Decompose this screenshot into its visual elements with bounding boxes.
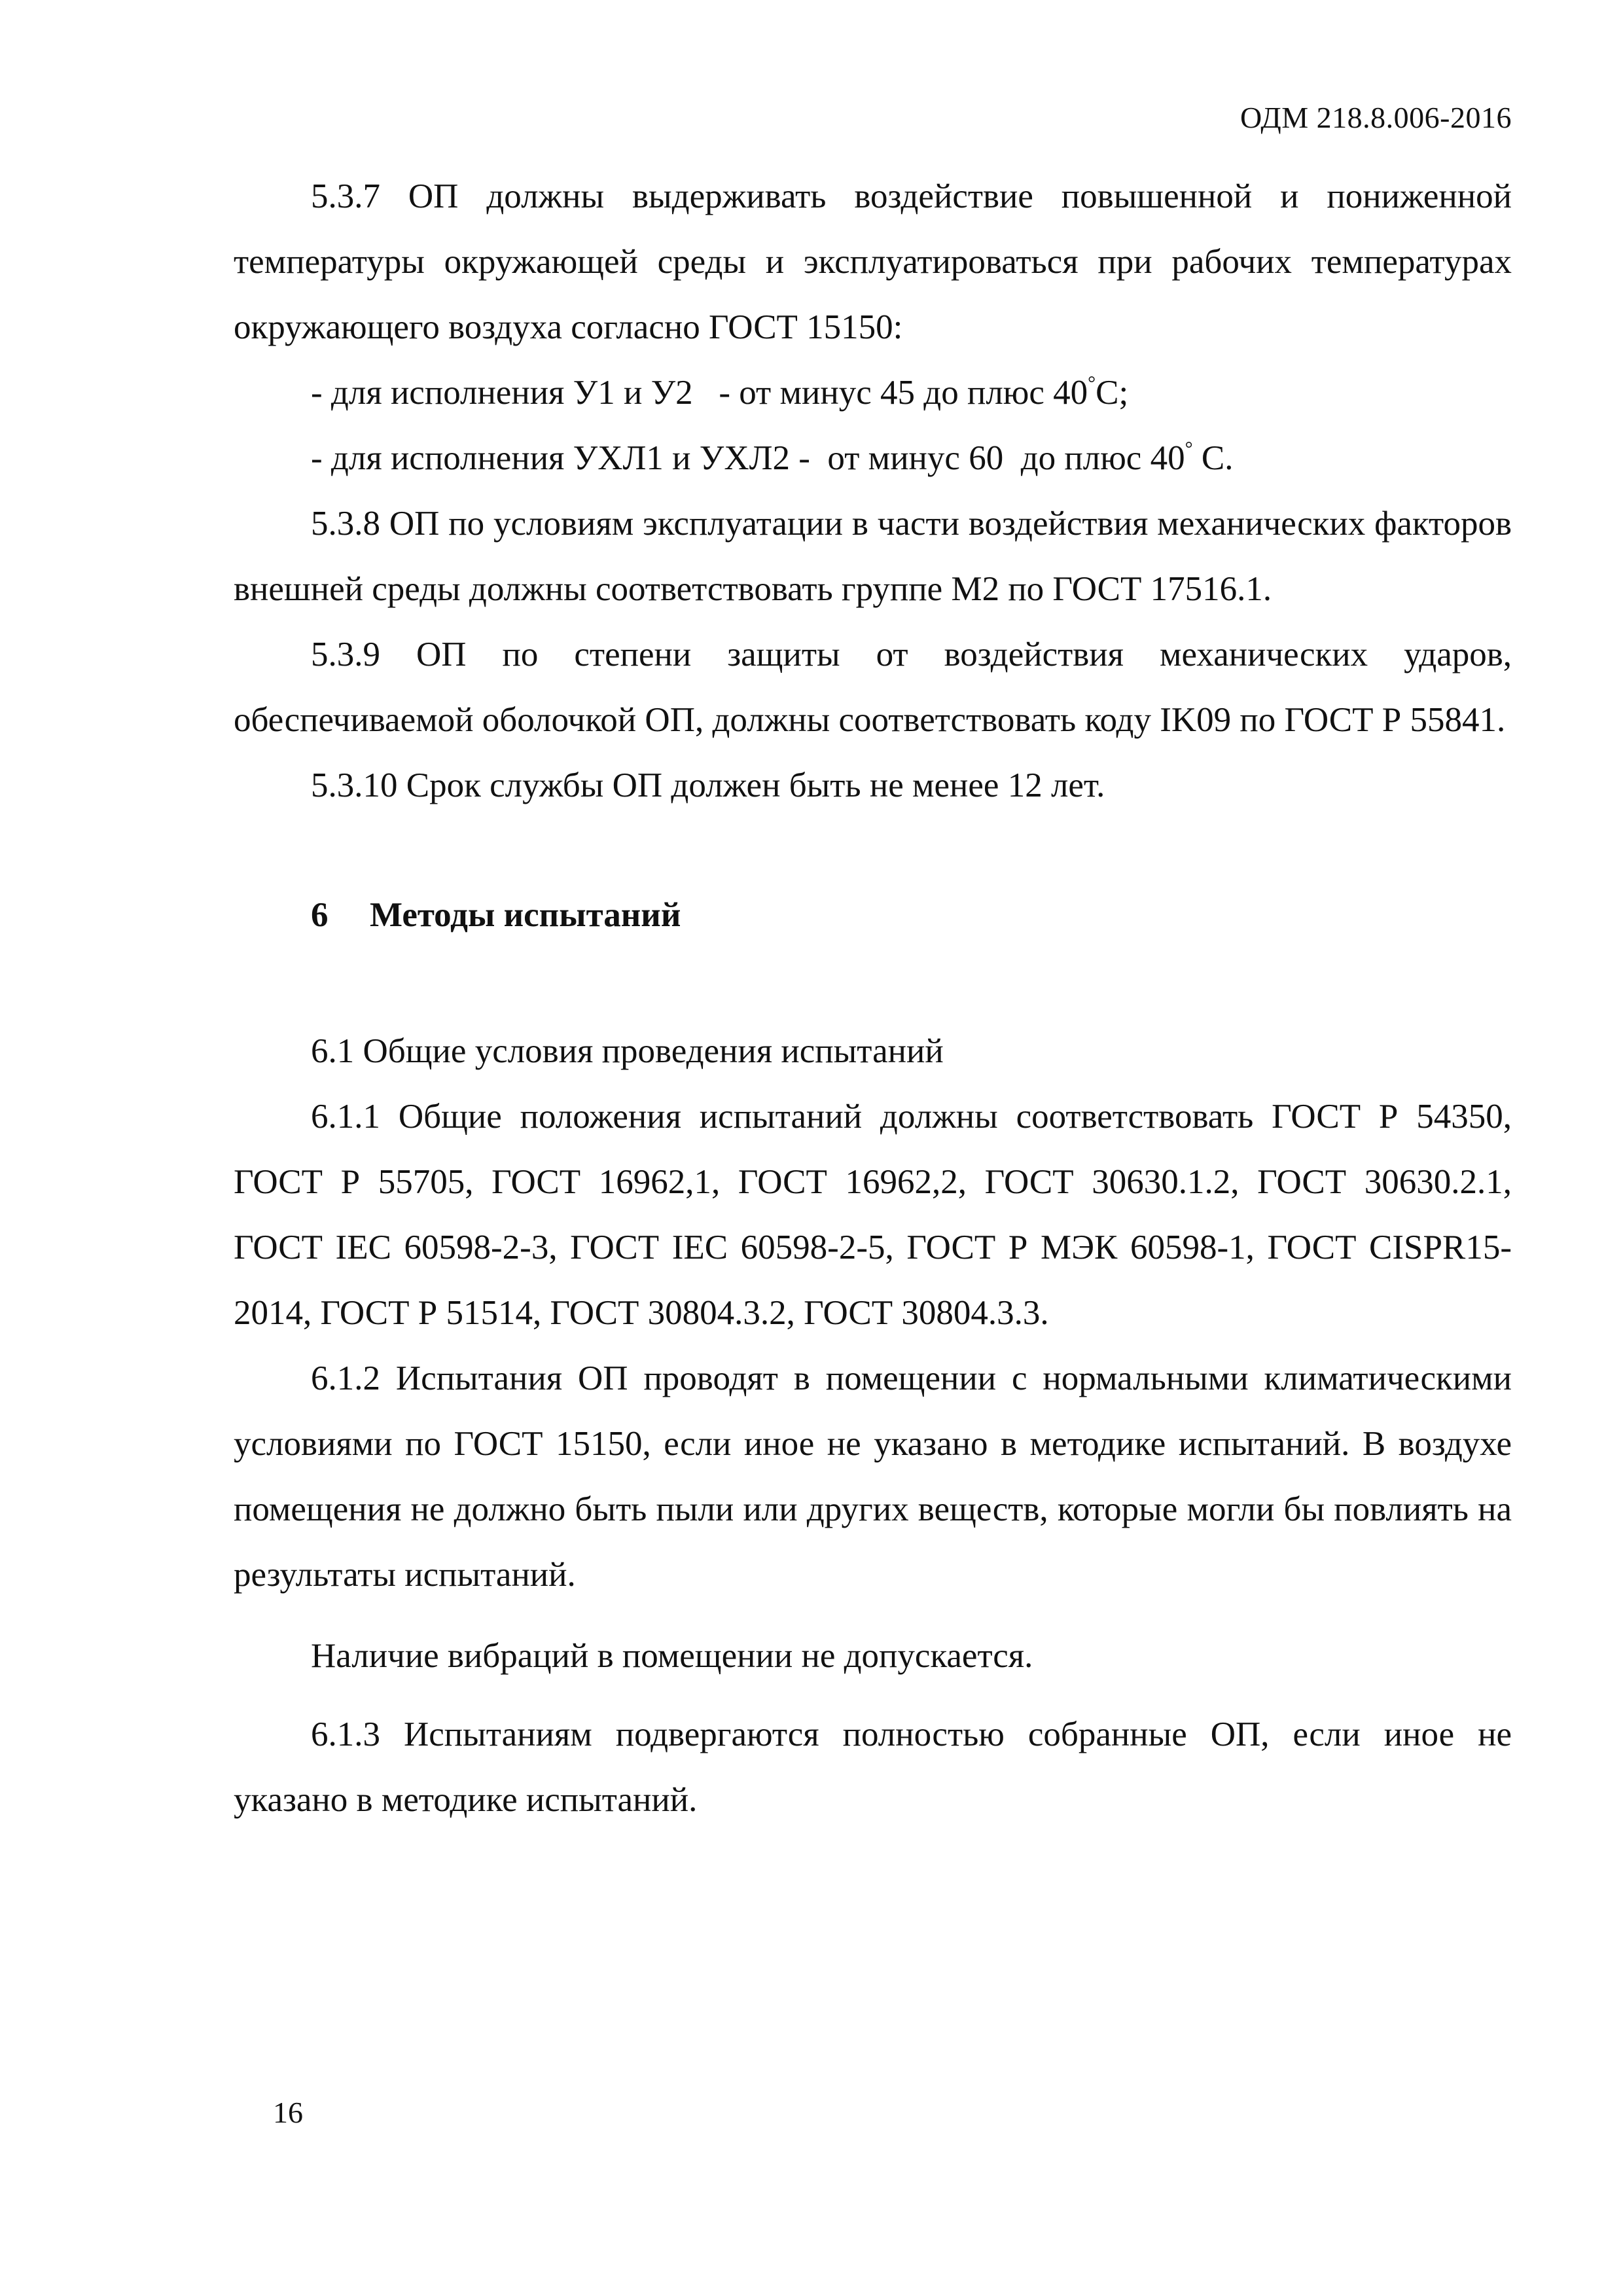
section-number: 6 xyxy=(311,896,329,934)
list-item-text: - для исполнения У1 и У2 - от минус 45 до плюс 40 xyxy=(311,374,1088,412)
paragraph-5-3-9: 5.3.9 ОП по степени защиты от воздействия механических ударов, обеспечиваемой оболочкой ОП, должны соответствовать коду IK09 по ГОСТ Р 55841. xyxy=(234,636,1512,739)
degree-symbol: ° xyxy=(1185,438,1193,459)
paragraph-6-1-2: 6.1.2 Испытания ОП проводят в помещении с нормальными климатическими условиями по ГОСТ 15150, если иное не указано в методике испытаний. В воздухе помещения не должно быть пыли или других веществ, которые могли бы повлиять на результаты испытаний. xyxy=(234,1359,1512,1594)
list-item-text: - для исполнения УХЛ1 и УХЛ2 - от минус 60 до плюс 40 xyxy=(311,439,1185,477)
unit-celsius: С. xyxy=(1192,439,1234,477)
section-title: Методы испытаний xyxy=(370,896,681,934)
paragraph-5-3-8: 5.3.8 ОП по условиям эксплуатации в части воздействия механических факторов внешней среды должны соответствовать группе М2 по ГОСТ 17516.1. xyxy=(234,505,1512,608)
paragraph-6-1-1: 6.1.1 Общие положения испытаний должны соответствовать ГОСТ Р 54350, ГОСТ Р 55705, ГОСТ 16962,1, ГОСТ 16962,2, ГОСТ 30630.1.2, ГОСТ 30630.2.1, ГОСТ IEC 60598-2-3, ГОСТ IEC 60598-2-5, ГОСТ Р МЭК 60598-1, ГОСТ CISPR15-2014, ГОСТ Р 51514, ГОСТ 30804.3.2, ГОСТ 30804.3.3. xyxy=(234,1098,1512,1332)
list-item-uhl1-uhl2 xyxy=(234,425,1512,491)
section-heading xyxy=(234,882,1512,948)
paragraph-5-3-10: 5.3.10 Срок службы ОП должен быть не менее 12 лет. xyxy=(311,766,1105,804)
paragraph-5-3-7: 5.3.7 ОП должны выдерживать воздействие повышенной и пониженной температуры окружающей среды и эксплуатироваться при рабочих температурах окружающего воздуха согласно ГОСТ 15150: xyxy=(234,177,1512,346)
paragraph-6-1-3: 6.1.3 Испытаниям подвергаются полностью собранные ОП, если иное не указано в методике испытаний. xyxy=(234,1715,1512,1819)
page-content xyxy=(234,164,1512,1833)
subsection-heading-6-1: 6.1 Общие условия проведения испытаний xyxy=(311,1032,944,1070)
list-item-u1-u2 xyxy=(234,360,1512,425)
degree-symbol: ° xyxy=(1088,372,1096,394)
paragraph-vibration: Наличие вибраций в помещении не допускается. xyxy=(311,1637,1033,1675)
page-number: 16 xyxy=(273,2096,303,2129)
document-code-header: ОДМ 218.8.006-2016 xyxy=(1240,101,1512,134)
unit-celsius: С; xyxy=(1096,374,1129,412)
